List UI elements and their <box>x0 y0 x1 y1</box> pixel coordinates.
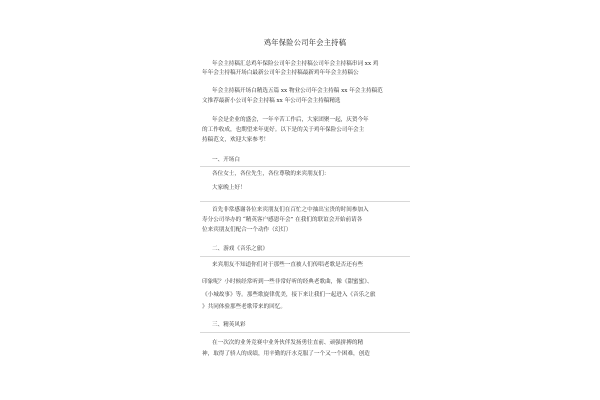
section-3-heading: 三、精英风彩 <box>212 322 246 328</box>
preface-line-2: 的工作收成，也期望来年更好。以下是的关于鸡年保险公司年会主 <box>202 127 365 133</box>
intro-line-1: 年会主持稿汇总鸡年保险公司年会主持稿公司年会主持稿串词 xx 鸡 <box>212 61 379 67</box>
intro-line-3: 年会主持稿开场白精选五篇 xx 物业公司年会主持稿 xx 年会主持稿范 <box>212 88 383 94</box>
section-1-divider <box>200 166 410 167</box>
section-2-line-3: 《小城故事》等。那些歌旋律优美，接下来让我们一起进入《音乐之旅 <box>202 292 376 298</box>
section-3-divider <box>200 332 410 333</box>
section-1-line-2: 大家晚上好！ <box>212 185 246 191</box>
section-3-line-1: 在一次次的业务竞赛中业务伙伴发扬勇往直前、顽强拼搏的精 <box>212 340 364 346</box>
section-1-line-1: 各位女士，各位先生，各位尊敬的来宾朋友们： <box>212 171 330 177</box>
paragraph-1-line-3: 位来宾朋友们配合一个动作（幻灯） <box>202 227 292 233</box>
paragraph-1-divider <box>200 201 410 202</box>
paragraph-1-line-1: 首先非常感谢各位来宾朋友们在百忙之中抽出宝贵的时间参加入 <box>212 207 369 213</box>
intro-line-4: 文推荐最新小公司年会主持稿 xx 年公司年会主持稿精选 <box>202 98 341 104</box>
preface-line-3: 持稿范文，欢迎大家参考！ <box>202 137 270 143</box>
section-2-divider <box>200 256 410 257</box>
paragraph-1-line-2: 寿分公司举办的 “精英客户感恩年会” 在我们的联谊会开始前请各 <box>202 217 363 223</box>
section-2-heading: 二、游戏《音乐之旅》 <box>212 246 268 252</box>
section-2-line-1: 来宾朋友不知道你们对于那些一直被人们传唱老歌是否还有些 <box>212 262 364 268</box>
section-2-line-4: 》共同体验那些老歌带来的回忆。 <box>202 304 286 310</box>
preface-line-1: 年会是企业的盛会，一年辛苦工作后，大家团聚一起，庆贺今年 <box>212 117 369 123</box>
section-1-heading: 一、开场白 <box>212 157 240 163</box>
section-2-line-2: 印象呢？小时候经常听到一些非常好听的经典老歌曲，像《甜蜜蜜》、 <box>202 279 373 285</box>
document-title: 鸡年保险公司年会主持稿 <box>263 38 347 47</box>
intro-line-2: 年年会主持稿开场白最新公司年会主持稿最新鸡年年会主持稿公 <box>202 70 359 76</box>
section-3-line-2: 神，取得了骄人的成绩，用辛勤的汗水克服了一个又一个困难，创造 <box>202 351 370 357</box>
